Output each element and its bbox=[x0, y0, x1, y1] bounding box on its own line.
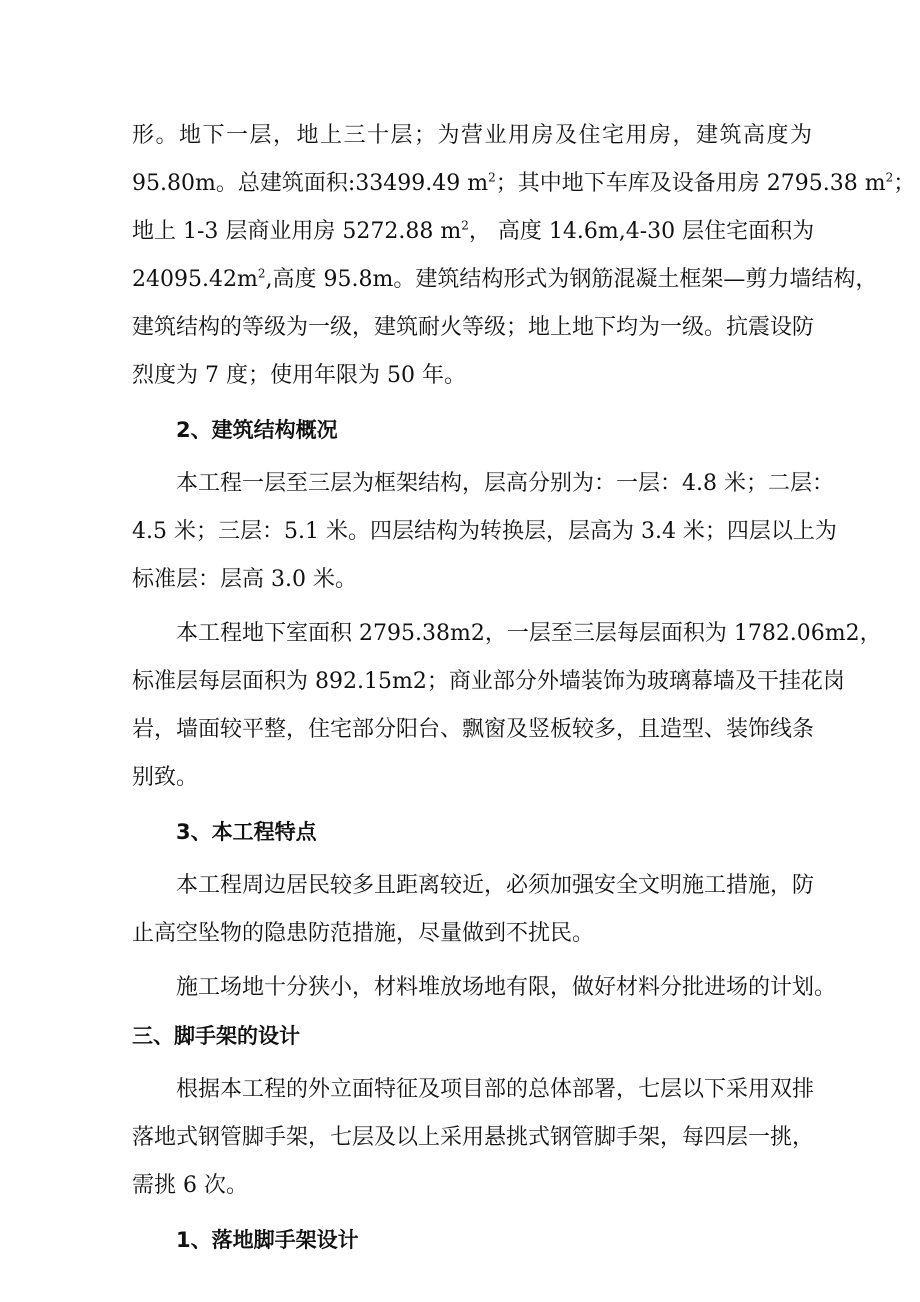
text-line: 止高空坠物的隐患防范措施，尽量做到不扰民。 bbox=[132, 921, 595, 946]
text-segment: ； bbox=[893, 171, 916, 196]
paragraph-site bbox=[132, 964, 837, 1012]
paragraph-floor-areas bbox=[132, 610, 882, 802]
text-line: 落地式钢管脚手架，七层及以上采用悬挑式钢管脚手架，每四层一挑， bbox=[132, 1125, 815, 1150]
text-segment: 地上 1-3 层商业用房 5272.88 m bbox=[132, 219, 462, 244]
text-segment: ；其中地下车库及设备用房 2795.38 m bbox=[495, 171, 886, 196]
superscript: 2 bbox=[461, 218, 469, 233]
text-line: 本工程地下室面积 2795.38m2，一层至三层每层面积为 1782.06m2， bbox=[176, 621, 882, 646]
text-line: 根据本工程的外立面特征及项目部的总体部署，七层以下采用双排 bbox=[176, 1077, 815, 1102]
text-segment: ,高度 95.8m。建筑结构形式为钢筋混凝土框架—剪力墙结构， bbox=[265, 267, 878, 292]
superscript: 2 bbox=[885, 170, 894, 185]
text-line: 本工程周边居民较多且距离较近，必须加强安全文明施工措施，防 bbox=[176, 873, 815, 898]
text-line: 施工场地十分狭小，材料堆放场地有限，做好材料分批进场的计划。 bbox=[176, 975, 837, 1000]
text-line: 建筑结构的等级为一级，建筑耐火等级；地上地下均为一级。抗震设防 bbox=[132, 315, 815, 340]
text-line: 烈度为 7 度；使用年限为 50 年。 bbox=[132, 363, 466, 388]
paragraph-building-overview bbox=[132, 112, 916, 400]
text-line: 别致。 bbox=[132, 765, 199, 790]
text-segment: 95.80m。总建筑面积:33499.49 m bbox=[132, 171, 489, 196]
subsection-heading: 1、落地脚手架设计 bbox=[176, 1228, 359, 1252]
text-segment: ， 高度 14.6m,4-30 层住宅面积为 bbox=[468, 219, 815, 244]
section-heading: 3、本工程特点 bbox=[176, 820, 317, 844]
text-line: 岩，墙面较平整，住宅部分阳台、飘窗及竖板较多，且造型、装饰线条 bbox=[132, 717, 815, 742]
paragraph-scaffold-design bbox=[132, 1066, 815, 1210]
superscript: 2 bbox=[257, 266, 266, 281]
text-line: 本工程一层至三层为框架结构，层高分别为：一层：4.8 米；二层： bbox=[176, 471, 834, 496]
text-line: 标准层：层高 3.0 米。 bbox=[132, 567, 357, 592]
text-line bbox=[132, 160, 916, 208]
text-line: 形。地下一层，地上三十层；为营业用房及住宅用房，建筑高度为 bbox=[132, 123, 812, 148]
paragraph-floor-heights bbox=[132, 460, 837, 604]
text-line: 需挑 6 次。 bbox=[132, 1173, 248, 1198]
text-line bbox=[132, 256, 878, 304]
paragraph-safety bbox=[132, 862, 815, 958]
document-page bbox=[132, 112, 916, 1264]
superscript: 2 bbox=[488, 170, 496, 185]
text-line bbox=[132, 208, 815, 256]
text-line: 4.5 米；三层：5.1 米。四层结构为转换层，层高为 3.4 米；四层以上为 bbox=[132, 519, 837, 544]
text-segment: 24095.42m bbox=[132, 267, 258, 292]
chapter-heading: 三、脚手架的设计 bbox=[132, 1024, 300, 1048]
section-heading: 2、建筑结构概况 bbox=[176, 418, 338, 442]
text-line: 标准层每层面积为 892.15m2；商业部分外墙装饰为玻璃幕墙及干挂花岗 bbox=[132, 669, 845, 694]
